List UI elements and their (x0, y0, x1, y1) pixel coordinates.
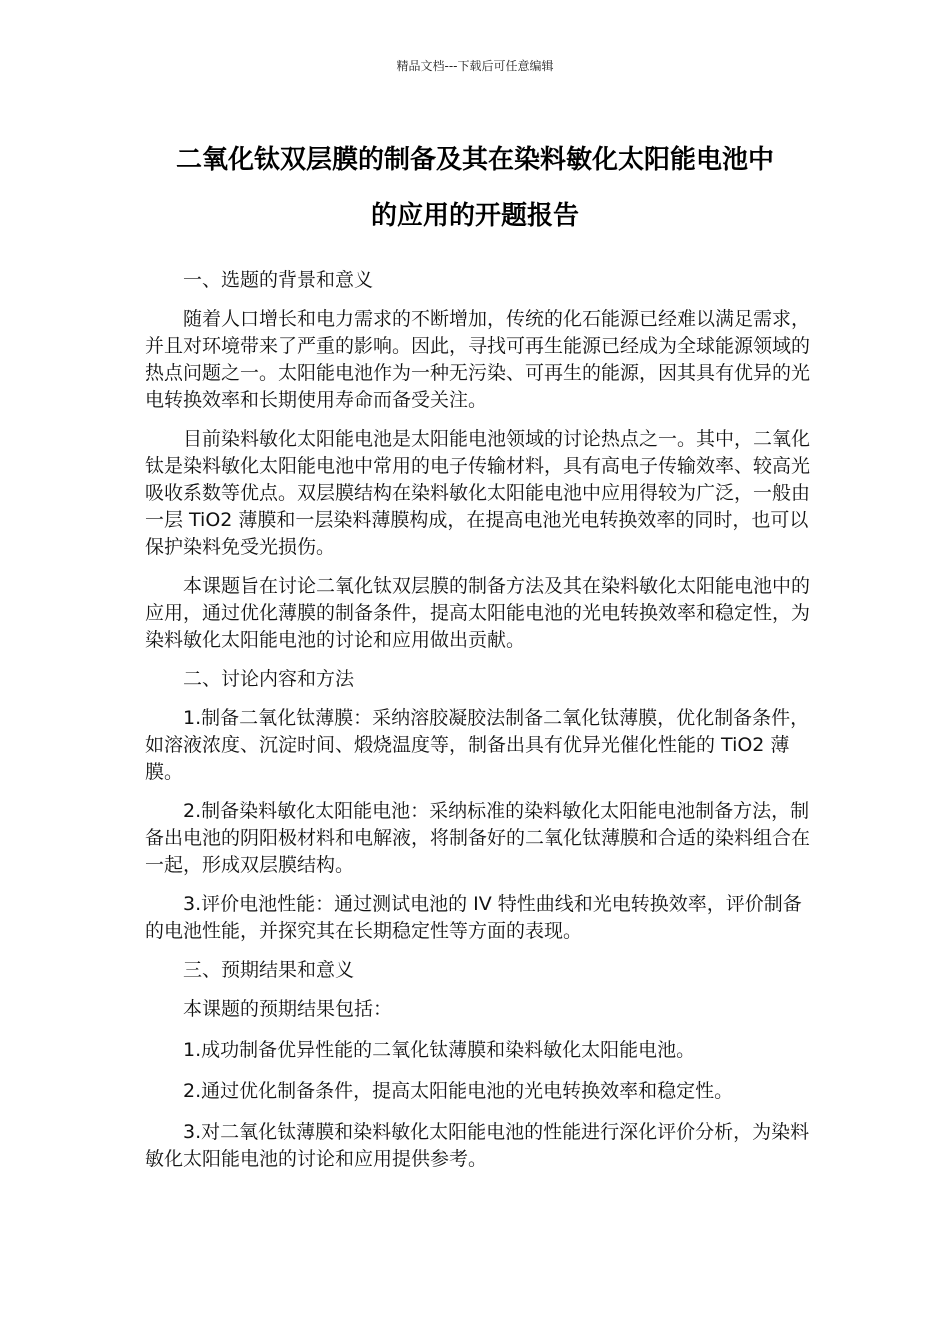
section-heading-results: 三、预期结果和意义 (183, 959, 355, 981)
document-body (145, 267, 810, 1185)
paragraph-methods-3: 3.评价电池性能：通过测试电池的 IV 特性曲线和光电转换效率，评价制备的电池性能，并探究其在长期稳定性等方面的表现。 (145, 893, 802, 942)
title-line-1: 二氧化钛双层膜的制备及其在染料敏化太阳能电池中 (175, 145, 774, 175)
paragraph-methods-2: 2.制备染料敏化太阳能电池：采纳标准的染料敏化太阳能电池制备方法，制备出电池的阴阳极材料和电解液，将制备好的二氧化钛薄膜和合适的染料组合在一起，形成双层膜结构。 (145, 800, 811, 876)
paragraph-background-1: 随着人口增长和电力需求的不断增加，传统的化石能源已经难以满足需求，并且对环境带来了严重的影响。因此，寻找可再生能源已经成为全球能源领域的热点问题之一。太阳能电池作为一种无污染、可再生的能源，因其具有优异的光电转换效率和长期使用寿命而备受关注。 (145, 308, 811, 411)
paragraph-background-2: 目前染料敏化太阳能电池是太阳能电池领域的讨论热点之一。其中，二氧化钛是染料敏化太阳能电池中常用的电子传输材料，具有高电子传输效率、较高光吸收系数等优点。双层膜结构在染料敏化太阳能电池中应用得较为广泛，一般由一层 TiO2 薄膜和一层染料薄膜构成，在提高电池光电转换效率的同时，也可以保护染料免受光损伤。 (145, 428, 811, 558)
section-heading-methods: 二、讨论内容和方法 (183, 668, 355, 690)
title-line-2: 的应用的开题报告 (370, 201, 579, 231)
paragraph-results-3: 3.对二氧化钛薄膜和染料敏化太阳能电池的性能进行深化评价分析，为染料敏化太阳能电池的讨论和应用提供参考。 (145, 1121, 810, 1170)
paragraph-background-3: 本课题旨在讨论二氧化钛双层膜的制备方法及其在染料敏化太阳能电池中的应用，通过优化薄膜的制备条件，提高太阳能电池的光电转换效率和稳定性，为染料敏化太阳能电池的讨论和应用做出贡献。 (145, 575, 811, 651)
section-heading-background: 一、选题的背景和意义 (183, 269, 374, 291)
paragraph-results-1: 1.成功制备优异性能的二氧化钛薄膜和染料敏化太阳能电池。 (183, 1039, 696, 1061)
header-note: 精品文档---下载后可任意编辑 (396, 59, 554, 73)
paragraph-results-2: 2.通过优化制备条件，提高太阳能电池的光电转换效率和稳定性。 (183, 1080, 734, 1102)
paragraph-results-intro: 本课题的预期结果包括： (183, 998, 393, 1020)
paragraph-methods-1: 1.制备二氧化钛薄膜：采纳溶胶凝胶法制备二氧化钛薄膜，优化制备条件，如溶液浓度、沉淀时间、煅烧温度等，制备出具有优异光催化性能的 TiO2 薄膜。 (145, 707, 810, 783)
document-title (120, 132, 830, 244)
